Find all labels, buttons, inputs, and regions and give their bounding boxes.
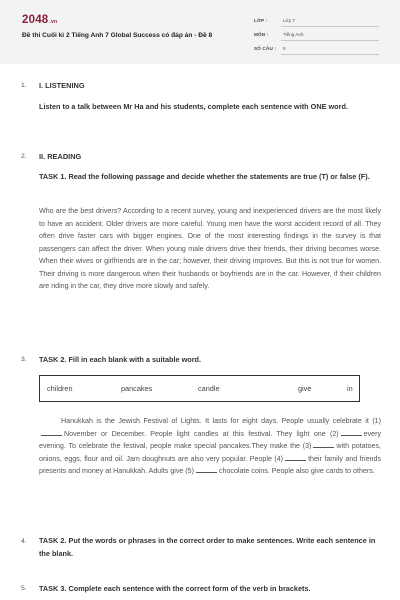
passage-part: their family and friends presents and money at Hanukkah. Adults give (5): [39, 454, 381, 475]
blank-4[interactable]: [285, 454, 306, 461]
passage-part: with potatoes, onions, eggs, flour and oil. Jam doughnuts are also very popular. People (4): [39, 442, 381, 463]
logo-suffix: .vn: [49, 19, 58, 25]
word-option: pancakes: [121, 384, 153, 393]
question-number: 4.: [21, 538, 27, 545]
word-option: give: [298, 384, 312, 393]
meta-count-label: SỐ CÂU :: [254, 46, 277, 51]
question-number: 5.: [21, 585, 27, 592]
blank-2[interactable]: [341, 429, 362, 436]
reading-passage: Who are the best drivers? According to a recent survey, young and inexperienced drivers are the most likely to have an accident. Older drivers are more careful. Young men have the worst accident record of all. They often drive faster cars with bigger engines. One of the most interesting findings in the survey is that passengers can affect the driver. When young male drivers drive their friends, their driving becomes worse. When their wives or girlfriends are in the car; however, their driving improves. But this is not true for women. Their driving is more dangerous when their husbands or boyfriends are in the car. However, if their children are riding in the car, they drive more slowly and safely.: [39, 207, 381, 290]
site-logo[interactable]: [22, 14, 57, 26]
fill-blank-passage: [39, 415, 381, 478]
task2-instruction: TASK 2. Fill in each blank with a suitable word.: [39, 355, 202, 364]
meta-class-value: Lớp 7: [283, 18, 295, 23]
listening-instruction: Listen to a talk between Mr Ha and his students, complete each sentence with ONE word.: [39, 102, 348, 111]
passage-part: chocolate coins. People also give cards to others.: [218, 467, 375, 475]
task-reorder-instruction: TASK 2. Put the words or phrases in the correct order to make sentences. Write each sentence in the blank.: [39, 536, 376, 558]
blank-5[interactable]: [196, 466, 217, 473]
word-box: [39, 375, 360, 402]
blank-3[interactable]: [313, 441, 334, 448]
passage-part: every evening. To celebrate the festival, people make special pancakes.They make the (3): [39, 429, 381, 450]
meta-count-value: 5: [283, 46, 286, 51]
passage-part: Hanukkah is the Jewish Festival of Lights. It lasts for eight days. People usually celebrate it (1): [61, 417, 381, 425]
meta-subject-label: MÔN :: [254, 32, 269, 37]
task3-instruction: TASK 3. Complete each sentence with the correct form of the verb in brackets.: [39, 584, 311, 593]
document-title: Đề thi Cuối kì 2 Tiếng Anh 7 Global Success có đáp án - Đề 8: [22, 32, 213, 39]
meta-subject-row: [254, 32, 379, 44]
meta-subject-value: Tiếng Anh: [283, 32, 304, 37]
passage-part: November or December. People light candles at this festival. They light one (2): [64, 429, 339, 438]
logo-text: 2048: [22, 14, 49, 26]
question-number: 3.: [21, 356, 27, 363]
word-option: children: [47, 384, 73, 393]
question-number: 1.: [21, 82, 27, 89]
meta-count-row: [254, 46, 379, 58]
word-option: candle: [198, 384, 220, 393]
meta-divider: [281, 26, 379, 27]
meta-divider: [281, 40, 379, 41]
word-option: in: [347, 384, 353, 393]
blank-1[interactable]: [41, 429, 62, 436]
reading-task1-instruction: TASK 1. Read the following passage and decide whether the statements are true (T) or false (F).: [39, 172, 370, 181]
document-header: [0, 0, 400, 64]
meta-divider: [281, 54, 379, 55]
section-heading-listening: I. LISTENING: [39, 81, 85, 90]
section-heading-reading: II. READING: [39, 152, 82, 161]
meta-class-row: [254, 18, 379, 30]
question-number: 2.: [21, 153, 27, 160]
meta-class-label: LỚP :: [254, 18, 268, 23]
